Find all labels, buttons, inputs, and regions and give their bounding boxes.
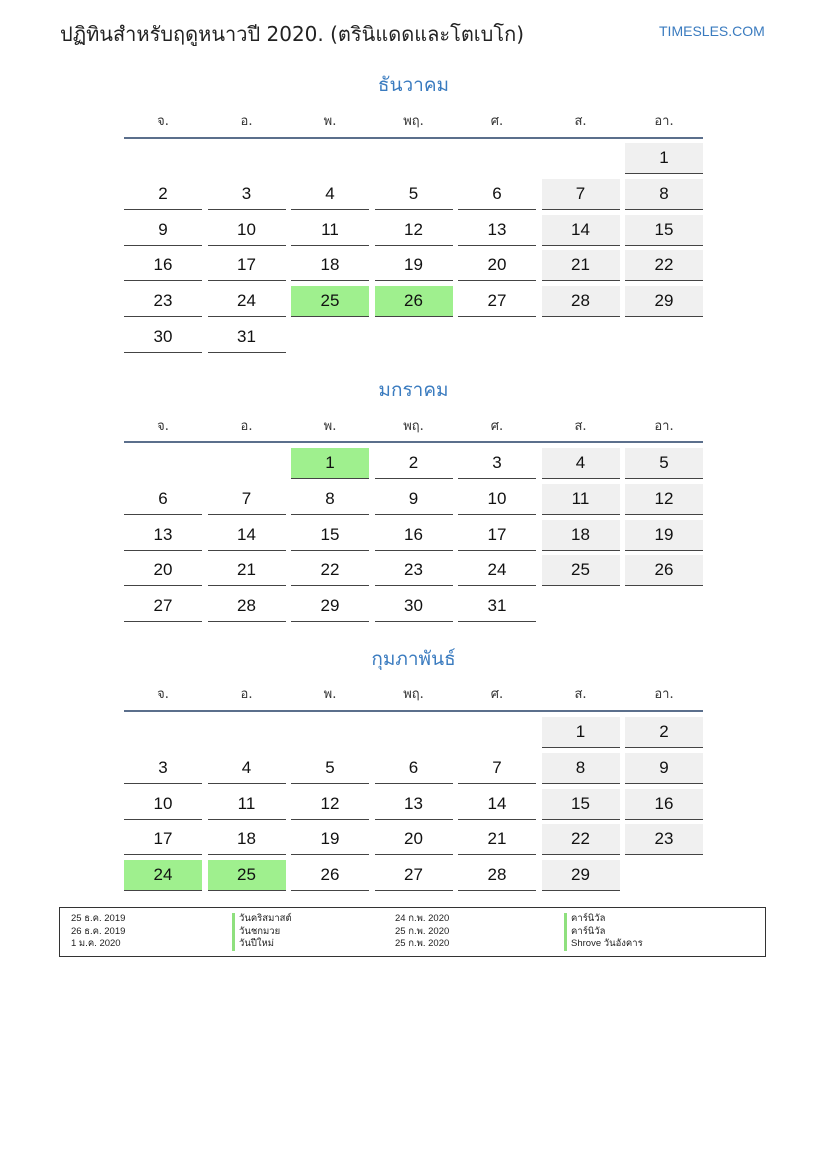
- holiday-day-cell: 26: [375, 286, 453, 317]
- day-cell: 4: [542, 448, 620, 479]
- legend-holiday-name: คาร์นิวัล: [564, 926, 643, 939]
- weekday-label: พฤ.: [403, 419, 424, 434]
- day-cell: 29: [542, 860, 620, 891]
- day-cell: 13: [375, 789, 453, 820]
- legend-holiday-name: วันคริสมาสต์: [232, 913, 292, 926]
- day-cell: 27: [375, 860, 453, 891]
- day-cell: 9: [625, 753, 703, 784]
- weekday-label: ศ.: [490, 114, 504, 129]
- day-cell: 14: [542, 215, 620, 246]
- legend-date: 25 ก.พ. 2020: [395, 925, 450, 937]
- day-cell: 6: [124, 484, 202, 515]
- day-cell: 4: [208, 753, 286, 784]
- day-cell: 16: [625, 789, 703, 820]
- day-cell: 10: [208, 215, 286, 246]
- day-cell: 29: [291, 591, 369, 622]
- month-title: มกราคม: [378, 379, 449, 401]
- holiday-day-cell: 1: [291, 448, 369, 479]
- weekday-label: พ.: [323, 687, 337, 702]
- day-cell: 15: [291, 520, 369, 551]
- day-cell: 12: [625, 484, 703, 515]
- day-cell: 18: [208, 824, 286, 855]
- day-cell: 23: [625, 824, 703, 855]
- holiday-day-cell: 25: [291, 286, 369, 317]
- day-cell: 9: [375, 484, 453, 515]
- day-cell: 21: [542, 250, 620, 281]
- weekday-label: ศ.: [490, 687, 504, 702]
- brand-link[interactable]: TIMESLES.COM: [659, 23, 765, 39]
- month-divider: [124, 710, 703, 712]
- day-cell: 18: [542, 520, 620, 551]
- day-cell: 17: [458, 520, 536, 551]
- legend-date: 24 ก.พ. 2020: [395, 913, 450, 924]
- weekday-label: ศ.: [490, 419, 504, 434]
- day-cell: 22: [291, 555, 369, 586]
- day-cell: 31: [458, 591, 536, 622]
- holiday-day-cell: 25: [208, 860, 286, 891]
- holiday-day-cell: 24: [124, 860, 202, 891]
- legend-holiday-name: วันชกมวย: [232, 926, 292, 939]
- day-cell: 1: [542, 717, 620, 748]
- day-cell: 2: [625, 717, 703, 748]
- month-title: กุมภาพันธ์: [371, 648, 456, 670]
- day-cell: 8: [625, 179, 703, 210]
- weekday-label: พฤ.: [403, 687, 424, 702]
- day-cell: 16: [124, 250, 202, 281]
- day-cell: 21: [208, 555, 286, 586]
- day-cell: 6: [458, 179, 536, 210]
- day-cell: 20: [124, 555, 202, 586]
- day-cell: 20: [375, 824, 453, 855]
- day-cell: 7: [458, 753, 536, 784]
- legend-holiday-name: คาร์นิวัล: [564, 913, 643, 926]
- legend-names-left: [232, 913, 292, 951]
- weekday-label: ส.: [574, 687, 587, 702]
- day-cell: 3: [124, 753, 202, 784]
- day-cell: 8: [291, 484, 369, 515]
- legend-date: 1 ม.ค. 2020: [71, 938, 121, 949]
- legend-names-right: [564, 913, 643, 951]
- weekday-label: จ.: [157, 114, 169, 129]
- day-cell: 28: [208, 591, 286, 622]
- day-cell: 19: [375, 250, 453, 281]
- day-cell: 26: [625, 555, 703, 586]
- day-cell: 5: [291, 753, 369, 784]
- weekday-header: [124, 110, 703, 130]
- weekday-label: อา.: [654, 114, 674, 129]
- day-cell: 4: [291, 179, 369, 210]
- day-cell: 11: [208, 789, 286, 820]
- weekday-header: [124, 415, 703, 435]
- day-cell: 7: [208, 484, 286, 515]
- legend-date: 25 ก.พ. 2020: [395, 938, 450, 949]
- day-cell: 30: [124, 322, 202, 353]
- day-cell: 5: [625, 448, 703, 479]
- weekday-label: พ.: [323, 114, 337, 129]
- day-cell: 19: [291, 824, 369, 855]
- day-cell: 15: [542, 789, 620, 820]
- day-cell: 30: [375, 591, 453, 622]
- legend-holiday-name: Shrove วันอังคาร: [564, 938, 643, 951]
- day-cell: 11: [542, 484, 620, 515]
- day-cell: 21: [458, 824, 536, 855]
- day-cell: 23: [375, 555, 453, 586]
- day-cell: 15: [625, 215, 703, 246]
- day-cell: 12: [291, 789, 369, 820]
- day-cell: 2: [375, 448, 453, 479]
- day-cell: 26: [291, 860, 369, 891]
- day-cell: 23: [124, 286, 202, 317]
- day-cell: 2: [124, 179, 202, 210]
- day-cell: 11: [291, 215, 369, 246]
- month-title: ธันวาคม: [377, 74, 450, 96]
- day-cell: 7: [542, 179, 620, 210]
- day-cell: 22: [542, 824, 620, 855]
- day-cell: 29: [625, 286, 703, 317]
- legend-dates-left: [71, 913, 125, 951]
- day-cell: 25: [542, 555, 620, 586]
- weekday-label: พฤ.: [403, 114, 424, 129]
- legend-date: 25 ธ.ค. 2019: [71, 913, 126, 924]
- day-cell: 5: [375, 179, 453, 210]
- day-cell: 9: [124, 215, 202, 246]
- weekday-label: อา.: [654, 687, 674, 702]
- day-cell: 19: [625, 520, 703, 551]
- weekday-label: อา.: [654, 419, 674, 434]
- day-cell: 24: [458, 555, 536, 586]
- day-cell: 6: [375, 753, 453, 784]
- day-cell: 8: [542, 753, 620, 784]
- legend-date: 26 ธ.ค. 2019: [71, 925, 126, 937]
- day-cell: 10: [124, 789, 202, 820]
- holiday-legend: [59, 907, 766, 957]
- day-cell: 27: [124, 591, 202, 622]
- day-cell: 12: [375, 215, 453, 246]
- day-cell: 17: [208, 250, 286, 281]
- weekday-label: อ.: [240, 687, 253, 702]
- day-cell: 10: [458, 484, 536, 515]
- legend-holiday-name: วันปีใหม่: [232, 938, 292, 951]
- day-cell: 13: [458, 215, 536, 246]
- day-cell: 14: [208, 520, 286, 551]
- weekday-label: จ.: [157, 419, 169, 434]
- legend-dates-right: [395, 913, 449, 951]
- weekday-label: อ.: [240, 419, 253, 434]
- weekday-label: พ.: [323, 419, 337, 434]
- day-cell: 18: [291, 250, 369, 281]
- day-cell: 20: [458, 250, 536, 281]
- month-divider: [124, 441, 703, 443]
- weekday-label: ส.: [574, 114, 587, 129]
- weekday-label: จ.: [157, 687, 169, 702]
- day-cell: 1: [625, 143, 703, 174]
- day-cell: 3: [458, 448, 536, 479]
- day-cell: 28: [458, 860, 536, 891]
- day-cell: 14: [458, 789, 536, 820]
- weekday-label: อ.: [240, 114, 253, 129]
- day-cell: 24: [208, 286, 286, 317]
- day-cell: 22: [625, 250, 703, 281]
- page-title: ปฏิทินสำหรับฤดูหนาวปี 2020. (ตรินิแดดและโตเบโก): [60, 22, 524, 46]
- day-cell: 16: [375, 520, 453, 551]
- day-cell: 3: [208, 179, 286, 210]
- month-divider: [124, 137, 703, 139]
- day-cell: 17: [124, 824, 202, 855]
- day-cell: 13: [124, 520, 202, 551]
- day-cell: 27: [458, 286, 536, 317]
- day-cell: 28: [542, 286, 620, 317]
- weekday-header: [124, 683, 703, 703]
- weekday-label: ส.: [574, 419, 587, 434]
- day-cell: 31: [208, 322, 286, 353]
